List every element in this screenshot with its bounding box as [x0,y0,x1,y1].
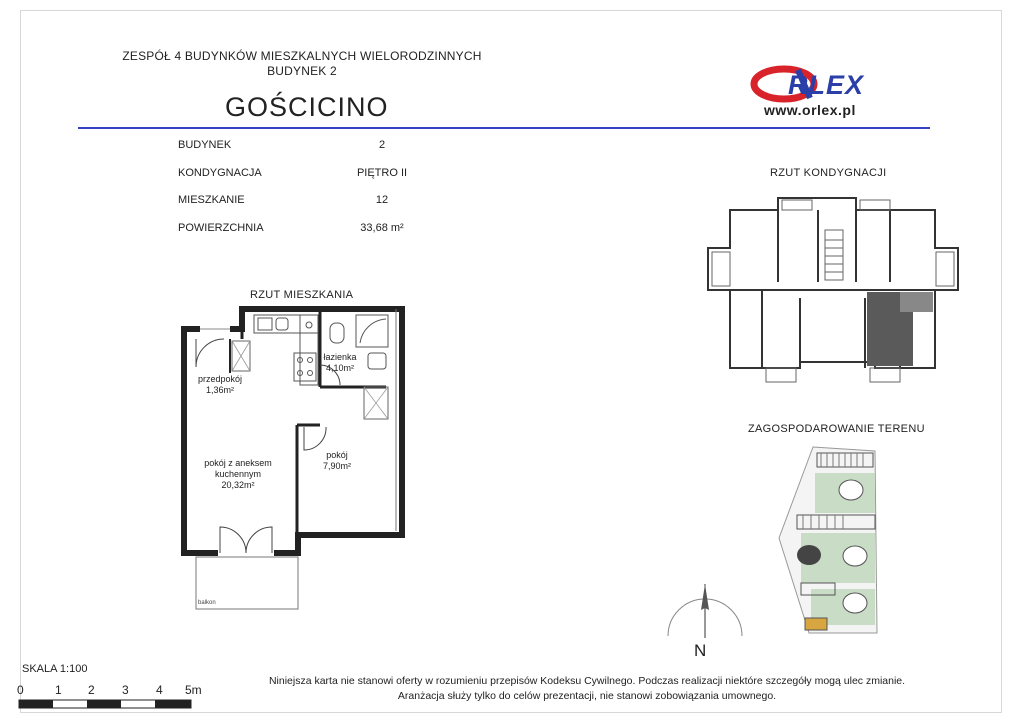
room-bath-name: łazienka [323,352,357,362]
scale-mark-1: 1 [55,683,62,697]
info-value-building: 2 [378,139,386,151]
compass-rose [660,580,750,650]
page-title: GOŚCICINO [225,92,389,122]
scale-mark-2: 2 [88,683,95,697]
building-floor-plan [700,190,965,392]
info-label-floor: KONDYGNACJA [178,167,262,179]
room-bedroom-area: 7,90m² [322,461,351,471]
disclaimer-line-2: Aranżacja służy tylko do celów prezentacji, nie stanowi zobowiązania umownego. [397,690,777,702]
site-plan [775,443,885,638]
apartment-plan-title: RZUT MIESZKANIA [250,289,354,301]
site-plan-title: ZAGOSPODAROWANIE TERENU [748,423,925,435]
scale-mark-4: 4 [156,683,163,697]
scale-title: SKALA 1:100 [22,663,88,675]
room-hall-name: przedpokój [197,374,243,384]
scale-mark-0: 0 [17,683,24,697]
room-living-name-2: kuchennym [214,469,262,479]
svg-text:RLEX: RLEX [788,70,865,100]
room-bedroom-label [312,450,362,472]
disclaimer-line-1: Niniejsza karta nie stanowi oferty w rozumieniu przepisów Kodeksu Cywilnego. Podczas realizacji niektóre szczegóły mogą ulec zmianie. [268,675,906,687]
scale-mark-3: 3 [122,683,129,697]
logo-url: www.orlex.pl [764,102,856,118]
room-living-name-1: pokój z aneksem [204,458,272,468]
info-label-building: BUDYNEK [178,139,232,151]
compass-north-label: N [694,641,707,660]
room-hall-area: 1,36m² [205,385,234,395]
room-living-area: 20,32m² [221,480,255,490]
room-hall-label [190,374,250,396]
header-divider [78,127,930,129]
info-value-area: 33,68 m² [360,222,404,234]
scale-bar [18,699,198,711]
project-name: ZESPÓŁ 4 BUDYNKÓW MIESZKALNYCH WIELORODZINNYCH [122,49,482,63]
info-value-apartment: 12 [375,194,389,206]
scale-mark-5: 5m [185,683,202,697]
room-bath-label [315,352,365,374]
building-name: BUDYNEK 2 [267,64,337,78]
info-label-area: POWIERZCHNIA [178,222,264,234]
room-bath-area: 4,10m² [325,363,354,373]
balcony-label: balkon [198,600,216,606]
room-living-label [193,458,283,491]
info-value-floor: PIĘTRO II [356,167,408,179]
floor-plan-title: RZUT KONDYGNACJI [770,167,887,179]
orlex-logo [750,60,935,120]
room-bedroom-name: pokój [326,450,348,460]
disclaimer [228,674,946,704]
info-label-apartment: MIESZKANIE [178,194,245,206]
